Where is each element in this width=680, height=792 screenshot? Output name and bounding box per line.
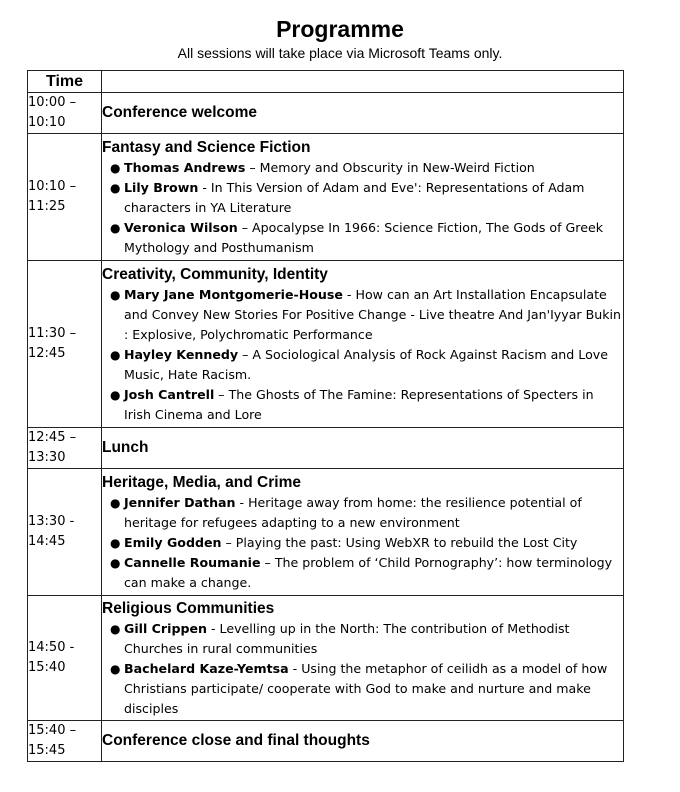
separator: - [342, 287, 356, 302]
time-end: 12:45 [28, 346, 66, 361]
list-item [102, 553, 623, 593]
talk-topic: The problem of ‘Child Pornography’: how terminology can make a change. [124, 555, 613, 590]
separator: – [260, 555, 275, 570]
time-cell [28, 428, 102, 469]
talk-topic: Heritage away from home: the resilience potential of heritage for refugees adapting to a new environment [124, 495, 582, 530]
session-title: Lunch [102, 439, 149, 456]
talk-topic: Apocalypse In 1966: Science Fiction, The Gods of Greek Mythology and Posthumanism [124, 220, 603, 255]
separator: – [245, 160, 260, 175]
speaker-name: Thomas Andrews [124, 160, 246, 175]
talk-topic: Levelling up in the North: The contribution of Methodist Churches in rural communities [124, 621, 570, 656]
bullet-icon: ● [110, 662, 121, 676]
table-row [28, 134, 624, 261]
talk-list [102, 493, 623, 593]
table-row [28, 721, 624, 762]
time-cell [28, 596, 102, 721]
bullet-icon: ● [110, 388, 121, 402]
table-row [28, 596, 624, 721]
speaker-name: Lily Brown [124, 180, 199, 195]
bullet-icon: ● [110, 221, 121, 235]
talk-topic: The Ghosts of The Famine: Representations of Specters in Irish Cinema and Lore [124, 387, 594, 422]
session-cell [102, 134, 624, 261]
time-start: 13:30 - [28, 514, 75, 529]
bullet-icon: ● [110, 496, 121, 510]
session-title: Fantasy and Science Fiction [102, 139, 311, 156]
column-header-time: Time [28, 71, 102, 93]
time-cell [28, 721, 102, 762]
time-end: 11:25 [28, 199, 66, 214]
talk-list [102, 619, 623, 719]
bullet-icon: ● [110, 161, 121, 175]
bullet-icon: ● [110, 622, 121, 636]
talk-topic: A Sociological Analysis of Rock Against Racism and Love Music, Hate Racism. [124, 347, 608, 382]
time-cell [28, 93, 102, 134]
session-title: Conference close and final thoughts [102, 732, 370, 749]
time-cell [28, 469, 102, 596]
separator: - [288, 661, 302, 676]
time-start: 11:30 – [28, 326, 77, 341]
talk-topic: Memory and Obscurity in New-Weird Fiction [259, 160, 535, 175]
talk-list [102, 158, 623, 258]
list-item [102, 493, 623, 533]
talk-list [102, 285, 623, 425]
session-title: Creativity, Community, Identity [102, 266, 328, 283]
list-item [102, 218, 623, 258]
time-end: 15:40 [28, 660, 66, 675]
session-cell [102, 93, 624, 134]
bullet-icon: ● [110, 181, 121, 195]
bullet-icon: ● [110, 348, 121, 362]
time-cell [28, 261, 102, 428]
talk-topic: How can an Art Installation Encapsulate and Convey New Stories For Positive Change - Live theatre And Jan'Iyyar Bukin : Explosive, Polychromatic Performance [124, 287, 622, 342]
column-header-session [102, 71, 624, 93]
session-title: Heritage, Media, and Crime [102, 474, 301, 491]
table-row [28, 93, 624, 134]
talk-topic: Playing the past: Using WebXR to rebuild the Lost City [235, 535, 578, 550]
session-cell [102, 469, 624, 596]
bullet-icon: ● [110, 288, 121, 302]
page-subtitle: All sessions will take place via Microsoft Teams only. [177, 45, 503, 61]
session-cell [102, 261, 624, 428]
list-item [102, 619, 623, 659]
session-title: Conference welcome [102, 104, 258, 121]
bullet-icon: ● [110, 556, 121, 570]
separator: - [235, 495, 249, 510]
time-start: 15:40 – [28, 723, 77, 738]
session-cell [102, 721, 624, 762]
list-item [102, 659, 623, 719]
separator: – [238, 347, 253, 362]
list-item [102, 533, 623, 553]
speaker-name: Bachelard Kaze-Yemtsa [124, 661, 289, 676]
time-cell [28, 134, 102, 261]
time-end: 10:10 [28, 115, 66, 130]
speaker-name: Veronica Wilson [124, 220, 238, 235]
list-item [102, 158, 623, 178]
speaker-name: Mary Jane Montgomerie-House [124, 287, 343, 302]
separator: – [214, 387, 229, 402]
session-cell [102, 428, 624, 469]
speaker-name: Hayley Kennedy [124, 347, 239, 362]
time-end: 13:30 [28, 450, 66, 465]
time-start: 12:45 – [28, 430, 77, 445]
programme-table [27, 70, 624, 762]
list-item [102, 285, 623, 345]
table-row [28, 261, 624, 428]
list-item [102, 385, 623, 425]
speaker-name: Emily Godden [124, 535, 222, 550]
speaker-name: Gill Crippen [124, 621, 207, 636]
table-header-row [28, 71, 624, 93]
speaker-name: Josh Cantrell [124, 387, 215, 402]
page-title: Programme [276, 16, 404, 42]
time-start: 10:10 – [28, 179, 77, 194]
separator: - [206, 621, 220, 636]
table-row [28, 428, 624, 469]
separator: – [237, 220, 253, 235]
time-end: 15:45 [28, 743, 66, 758]
separator: - [198, 180, 211, 195]
speaker-name: Cannelle Roumanie [124, 555, 261, 570]
talk-topic: In This Version of Adam and Eve': Representations of Adam characters in YA Literature [124, 180, 585, 215]
list-item [102, 178, 623, 218]
time-start: 14:50 - [28, 640, 75, 655]
session-title: Religious Communities [102, 600, 275, 617]
separator: – [221, 535, 236, 550]
talk-topic: Using the metaphor of ceilidh as a model of how Christians participate/ cooperate with God to make and nurture and make disciples [124, 661, 608, 716]
bullet-icon: ● [110, 536, 121, 550]
table-row [28, 469, 624, 596]
time-start: 10:00 – [28, 95, 77, 110]
session-cell [102, 596, 624, 721]
list-item [102, 345, 623, 385]
time-end: 14:45 [28, 534, 66, 549]
speaker-name: Jennifer Dathan [124, 495, 236, 510]
